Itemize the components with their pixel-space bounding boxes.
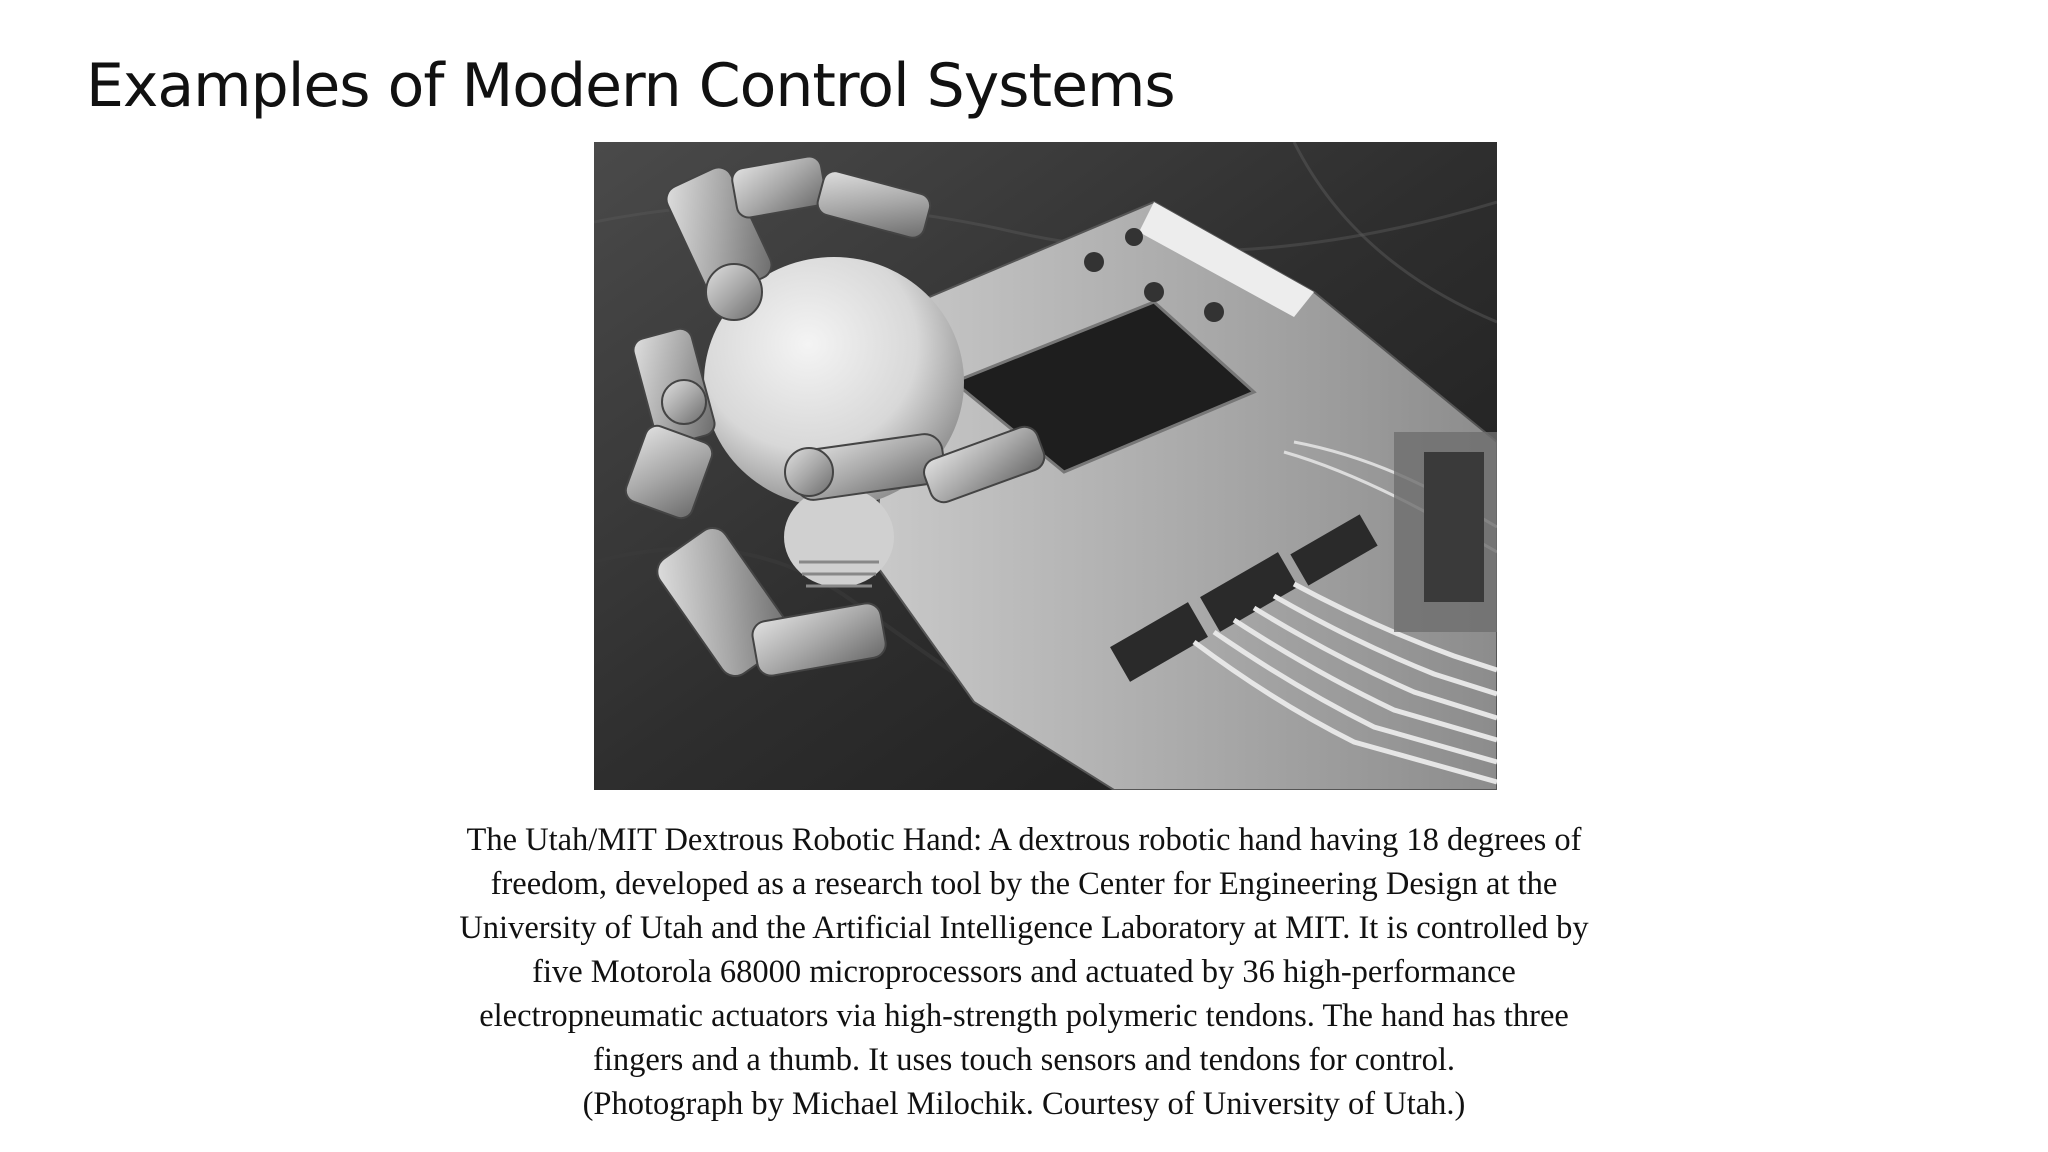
caption-line: freedom, developed as a research tool by the Center for Engineering Design at the: [490, 866, 1558, 902]
caption-line: University of Utah and the Artificial Intelligence Laboratory at MIT. It is controlled by: [459, 910, 1589, 946]
caption-line: The Utah/MIT Dextrous Robotic Hand: A dextrous robotic hand having 18 degrees of: [466, 822, 1582, 858]
photo-caption: [340, 818, 1708, 1126]
caption-line: electropneumatic actuators via high-strength polymeric tendons. The hand has three: [479, 998, 1569, 1034]
robotic-hand-photo: [594, 142, 1497, 790]
caption-line: five Motorola 68000 microprocessors and actuated by 36 high-performance: [532, 954, 1516, 990]
robotic-hand-illustration: [594, 142, 1497, 790]
slide-title: Examples of Modern Control Systems: [86, 51, 1175, 121]
caption-line: fingers and a thumb. It uses touch sensors and tendons for control.: [593, 1042, 1455, 1078]
caption-credit: (Photograph by Michael Milochik. Courtesy of University of Utah.): [582, 1086, 1466, 1122]
